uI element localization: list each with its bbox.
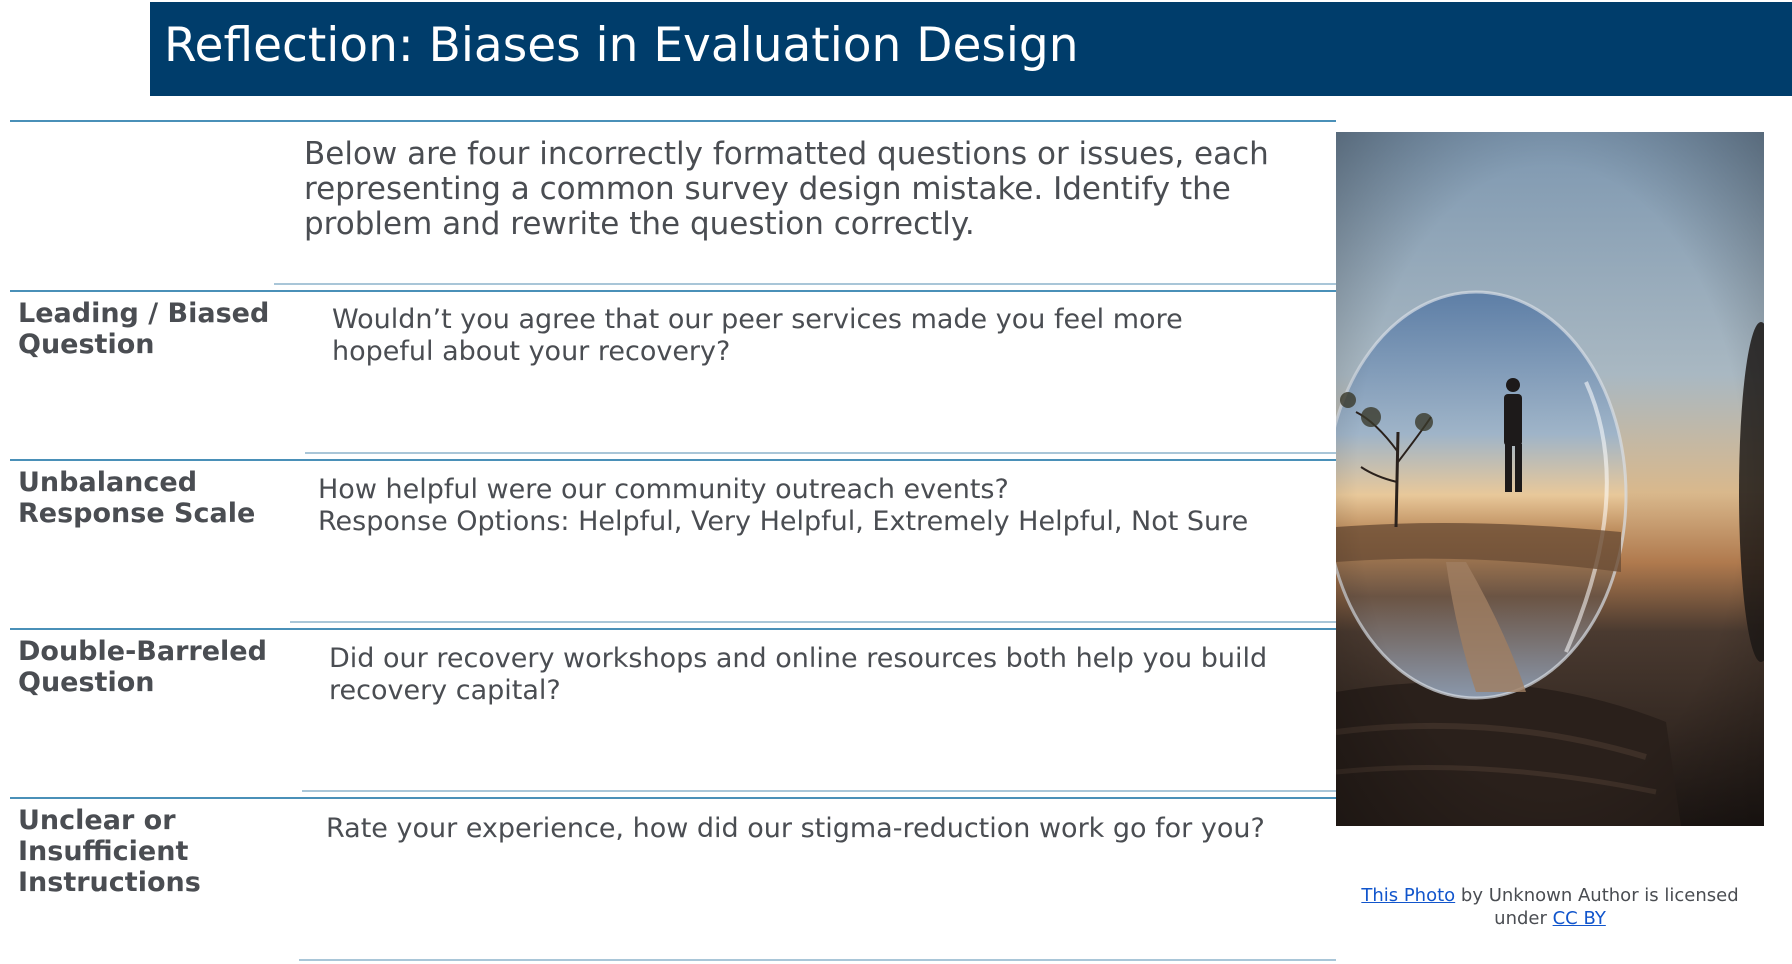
row-label-unbalanced-scale: Unbalanced Response Scale bbox=[18, 467, 256, 529]
row-label-leading-question: Leading / Biased Question bbox=[18, 298, 270, 360]
divider bbox=[274, 283, 1336, 285]
title-bar bbox=[150, 2, 1792, 96]
row-text-double-barreled: Did our recovery workshops and online resources both help you build recovery capital? bbox=[329, 643, 1268, 706]
photo-credit bbox=[1340, 884, 1760, 930]
photo-link[interactable]: This Photo bbox=[1361, 885, 1456, 906]
license-link[interactable]: CC BY bbox=[1552, 908, 1606, 929]
row-label-unclear-instructions: Unclear or Insufficient Instructions bbox=[18, 805, 201, 898]
scale-response-options: Response Options: Helpful, Very Helpful, Extremely Helpful, Not Sure bbox=[318, 506, 1249, 537]
row-text-unbalanced-scale bbox=[318, 474, 1328, 538]
divider bbox=[10, 628, 1336, 630]
scale-question: How helpful were our community outreach events? bbox=[318, 474, 1009, 505]
divider bbox=[299, 959, 1336, 961]
divider bbox=[10, 290, 1336, 292]
intro-text: Below are four incorrectly formatted questions or issues, each representing a common survey design mistake. Identify the problem and rewrite the question correctly. bbox=[304, 136, 1269, 242]
crystal-ball-landscape-photo bbox=[1336, 132, 1764, 826]
divider bbox=[290, 621, 1336, 623]
divider bbox=[302, 790, 1336, 792]
divider bbox=[10, 120, 1336, 122]
credit-text: by Unknown Author is licensed under bbox=[1455, 885, 1739, 929]
divider bbox=[10, 459, 1336, 461]
slide-title: Reflection: Biases in Evaluation Design bbox=[164, 18, 1079, 73]
row-text-leading-question: Wouldn’t you agree that our peer services made you feel more hopeful about your recovery? bbox=[332, 304, 1183, 367]
row-label-double-barreled: Double-Barreled Question bbox=[18, 636, 267, 698]
row-text-unclear-instructions: Rate your experience, how did our stigma-reduction work go for you? bbox=[326, 813, 1265, 844]
divider bbox=[305, 452, 1336, 454]
divider bbox=[10, 797, 1336, 799]
